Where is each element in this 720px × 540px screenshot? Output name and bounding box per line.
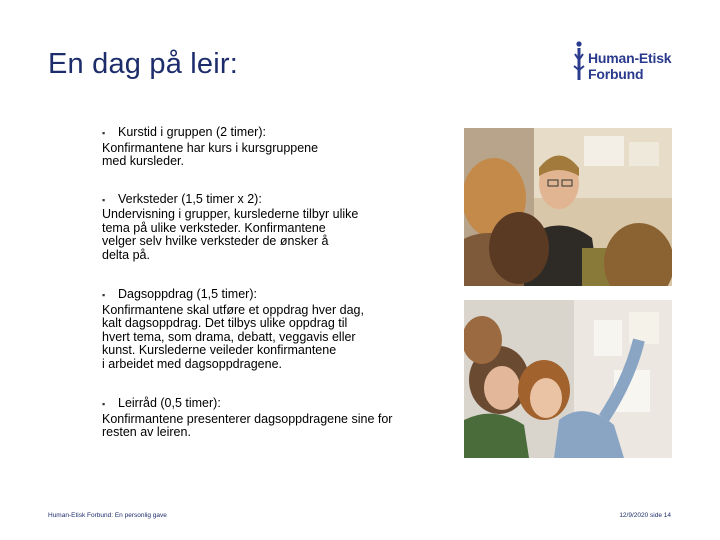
item-heading: Dagsoppdrag (1,5 timer): — [118, 287, 257, 301]
list-item — [102, 126, 447, 169]
list-item — [102, 397, 447, 440]
item-body: Undervisning i grupper, kurslederne tilbyr ulike tema på ulike verksteder. Konfirmantene velger selv hvilke verksteder de ønsker å delta på. — [102, 207, 359, 262]
slide-title: En dag på leir: — [48, 48, 239, 80]
footer-date-page: 12/9/2020 side 14 — [619, 512, 671, 519]
item-body: Konfirmantene har kurs i kursgruppene med kursleder. — [102, 140, 319, 168]
item-body: Konfirmantene skal utføre et oppdrag hver dag, kalt dagsoppdrag. Det tilbys ulike oppdrag til hvert tema, som drama, debatt, veggavis eller kunst. Kurslederne veileder konfirmantene i arbeidet med dagsoppdragene. — [102, 302, 364, 371]
content-list — [102, 126, 447, 466]
item-body: Konfirmantene presenterer dagsoppdragene sine for resten av leiren. — [102, 411, 393, 439]
hef-logo — [573, 40, 683, 84]
list-item — [102, 288, 447, 371]
hef-figure-icon — [573, 40, 587, 84]
item-heading: Verksteder (1,5 timer x 2): — [118, 191, 262, 206]
photo-wall-activity — [464, 300, 672, 458]
bullet-icon: ▪ — [102, 290, 106, 300]
list-item — [102, 193, 447, 263]
photo-group-discussion — [464, 128, 672, 286]
item-heading: Leirråd (0,5 timer): — [118, 396, 221, 410]
bullet-icon: ▪ — [102, 194, 106, 205]
item-heading: Kurstid i gruppen (2 timer): — [118, 125, 266, 139]
logo-line-1: Human-Etisk — [588, 50, 672, 66]
footer-left-text: Human-Etisk Forbund: En personlig gave — [48, 512, 167, 519]
bullet-icon: ▪ — [102, 399, 106, 409]
logo-line-2: Forbund — [588, 66, 644, 82]
bullet-icon: ▪ — [102, 128, 106, 138]
